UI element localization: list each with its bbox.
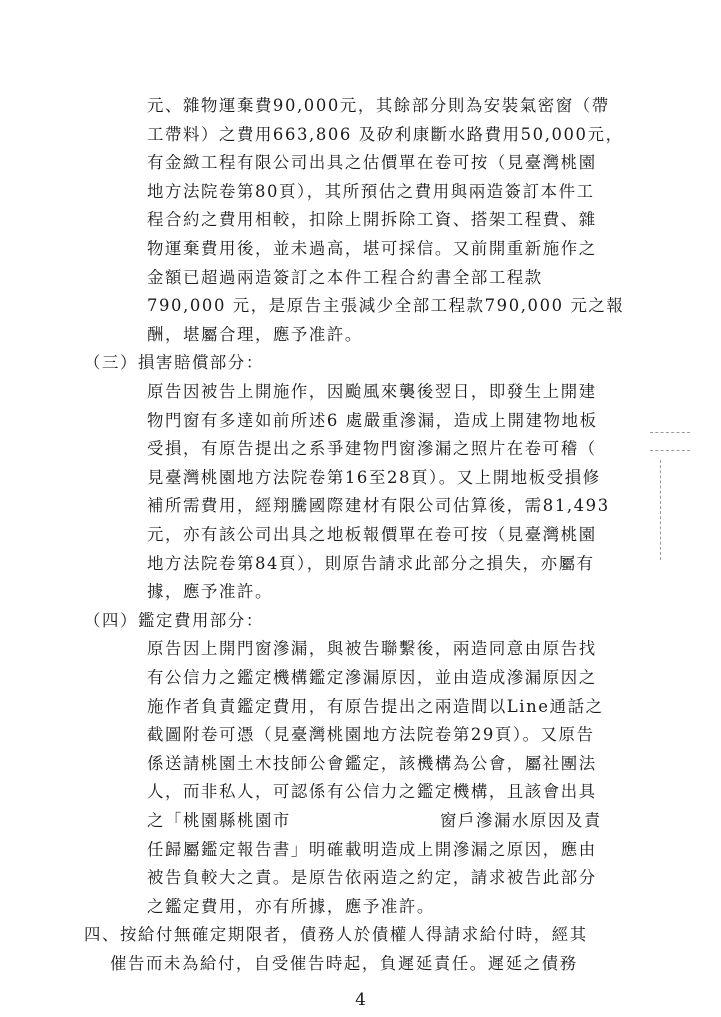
scan-mark	[660, 460, 661, 560]
text-line: 元，亦有該公司出具之地板報價單在卷可按（見臺灣桃園	[147, 525, 597, 544]
text-line: 受損，有原告提出之系爭建物門窗滲漏之照片在卷可稽（	[147, 439, 597, 458]
text-line: 地方法院卷第84頁），則原告請求此部分之損失，亦屬有	[147, 554, 595, 573]
scan-mark	[650, 450, 690, 451]
text-line: 補所需費用，經翔騰國際建材有限公司估算後，需81,493	[147, 496, 610, 515]
text-line: 物門窗有多達如前所述6 處嚴重滲漏，造成上開建物地板	[147, 411, 598, 430]
text-line: 物運棄費用後，並未過高，堪可採信。又前開重新施作之	[147, 239, 597, 258]
text-line: 元、雜物運棄費90,000元，其餘部分則為安裝氣密窗（帶	[147, 96, 610, 115]
text-line: 係送請桃園土木技師公會鑑定，該機構為公會，屬社團法	[147, 754, 597, 773]
section-heading: （四）鑑定費用部分：	[84, 611, 264, 630]
text-line: 任歸屬鑑定報告書」明確載明造成上開滲漏之原因，應由	[147, 840, 597, 859]
text-line: 原告因被告上開施作，因颱風來襲後翌日，即發生上開建	[147, 382, 597, 401]
section-heading: 四、按給付無確定期限者，債務人於債權人得請求給付時，經其	[84, 925, 588, 944]
text-line: 有公信力之鑑定機構鑑定滲漏原因，並由造成滲漏原因之	[147, 668, 597, 687]
text-line: 催告而未為給付，自受催告時起，負遲延責任。遲延之債務	[110, 954, 578, 973]
text-line: 有金緻工程有限公司出具之估價單在卷可按（見臺灣桃園	[147, 153, 597, 172]
text-line: 截圖附卷可憑（見臺灣桃園地方法院卷第29頁）。又原告	[147, 725, 595, 744]
text-line: 施作者負責鑑定費用，有原告提出之兩造間以Line通話之	[147, 697, 604, 716]
text-line: 被告負較大之責。是原告依兩造之約定，請求被告此部分	[147, 868, 597, 887]
text-line-continuation: 窗戶滲漏水原因及責	[440, 811, 602, 830]
text-line: 人，而非私人，可認係有公信力之鑑定機構，且該會出具	[147, 782, 597, 801]
text-line: 見臺灣桃園地方法院卷第16至28頁）。又上開地板受損修	[147, 468, 601, 487]
text-line: 程合約之費用相較，扣除上開拆除工資、搭架工程費、雜	[147, 210, 597, 229]
text-line: 地方法院卷第80頁），其所預估之費用與兩造簽訂本件工	[147, 182, 595, 201]
text-line: 酬，堪屬合理，應予准許。	[147, 325, 363, 344]
text-line: 工帶料）之費用663,806 及矽利康斷水路費用50,000元，	[147, 125, 624, 144]
page-number: 4	[355, 990, 366, 1010]
section-heading: （三）損害賠償部分：	[84, 353, 264, 372]
text-line: 之「桃園縣桃園市	[147, 811, 291, 830]
scan-mark	[650, 432, 690, 433]
text-line: 之鑑定費用，亦有所據，應予准許。	[147, 897, 435, 916]
text-line: 金額已超過兩造簽訂之本件工程合約書全部工程款	[147, 268, 543, 287]
text-line: 據，應予准許。	[147, 582, 273, 601]
text-line: 原告因上開門窗滲漏，與被告聯繫後，兩造同意由原告找	[147, 639, 597, 658]
text-line: 790,000 元，是原告主張減少全部工程款790,000 元之報	[147, 296, 625, 315]
